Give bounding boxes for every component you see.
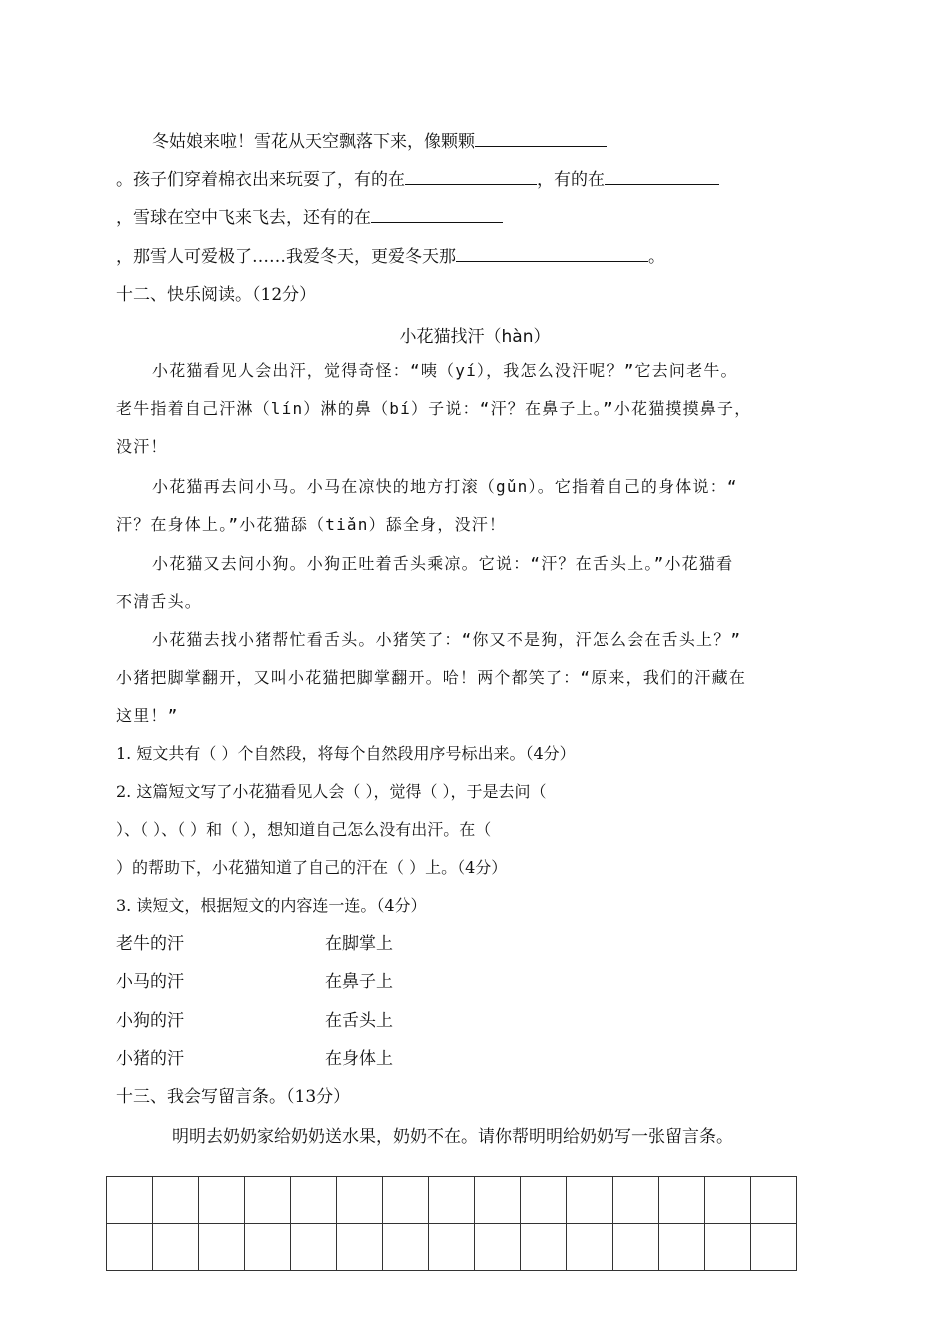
story-line: 不清舌头。 xyxy=(116,592,203,611)
fill-blank[interactable] xyxy=(475,128,607,147)
story-line: 小花猫又去问小狗。小狗正吐着舌头乘凉。它说：“汗？在舌头上。”小花猫看 xyxy=(152,554,734,573)
story-line: 小花猫看见人会出汗，觉得奇怪：“咦（yí），我怎么没汗呢？”它去问老牛。 xyxy=(152,361,738,380)
grid-cell[interactable] xyxy=(337,1224,383,1271)
grid-cell[interactable] xyxy=(567,1177,613,1224)
grid-cell[interactable] xyxy=(705,1177,751,1224)
match-right-item[interactable]: 在脚掌上 xyxy=(325,934,393,954)
match-left-item[interactable]: 小猪的汗 xyxy=(116,1049,184,1069)
para-line-3 xyxy=(116,204,503,229)
question-2-line-3[interactable]: ）的帮助下，小花猫知道了自己的汗在（ ）上。（4分） xyxy=(116,858,508,877)
question-2-line-2[interactable]: ）、（ ）、（ ）和（ ），想知道自己怎么没有出汗。在（ xyxy=(116,820,492,839)
para-text: 冬姑娘来啦！雪花从天空飘落下来，像颗颗 xyxy=(152,132,475,152)
para-text: 。 xyxy=(648,247,665,267)
grid-cell[interactable] xyxy=(567,1224,613,1271)
story-line: 汗？在身体上。”小花猫舔（tiǎn）舔全身，没汗！ xyxy=(116,515,507,534)
match-left-item[interactable]: 小马的汗 xyxy=(116,972,184,992)
writing-grid[interactable] xyxy=(106,1176,797,1271)
para-line-4 xyxy=(116,243,665,268)
match-right-item[interactable]: 在舌头上 xyxy=(325,1011,393,1031)
grid-cell[interactable] xyxy=(705,1224,751,1271)
story-line: 这里！” xyxy=(116,706,179,725)
story-line: 没汗！ xyxy=(116,437,168,456)
question-2-line-1[interactable]: 2. 这篇短文写了小花猫看见人会（ ），觉得（ ），于是去问（ xyxy=(116,782,547,801)
grid-cell[interactable] xyxy=(153,1224,199,1271)
grid-cell[interactable] xyxy=(245,1177,291,1224)
para-text: ，那雪人可爱极了……我爱冬天，更爱冬天那 xyxy=(116,247,456,267)
question-1[interactable]: 1. 短文共有（ ）个自然段，将每个自然段用序号标出来。（4分） xyxy=(116,744,576,763)
section-13-heading: 十三、我会写留言条。（13分） xyxy=(116,1087,351,1107)
grid-cell[interactable] xyxy=(521,1224,567,1271)
grid-cell[interactable] xyxy=(153,1177,199,1224)
grid-cell[interactable] xyxy=(291,1177,337,1224)
fill-blank[interactable] xyxy=(371,204,503,223)
grid-cell[interactable] xyxy=(659,1177,705,1224)
grid-cell[interactable] xyxy=(613,1177,659,1224)
story-line: 老牛指着自己汗淋（lín）淋的鼻（bí）子说：“汗？在鼻子上。”小花猫摸摸鼻子， xyxy=(116,399,752,418)
para-text: ，雪球在空中飞来飞去，还有的在 xyxy=(116,208,371,228)
match-right-item[interactable]: 在鼻子上 xyxy=(325,972,393,992)
match-left-item[interactable]: 小狗的汗 xyxy=(116,1011,184,1031)
para-text: ，有的在 xyxy=(537,170,605,190)
fill-blank[interactable] xyxy=(405,166,537,185)
grid-cell[interactable] xyxy=(521,1177,567,1224)
grid-cell[interactable] xyxy=(245,1224,291,1271)
story-line: 小花猫去找小猪帮忙看舌头。小猪笑了：“你又不是狗，汗怎么会在舌头上？” xyxy=(152,630,742,649)
fill-blank[interactable] xyxy=(456,243,648,262)
grid-row xyxy=(107,1224,797,1271)
grid-cell[interactable] xyxy=(107,1224,153,1271)
para-line-1 xyxy=(152,128,607,153)
grid-row xyxy=(107,1177,797,1224)
grid-cell[interactable] xyxy=(383,1224,429,1271)
grid-cell[interactable] xyxy=(475,1224,521,1271)
section-12-heading: 十二、快乐阅读。（12分） xyxy=(116,285,317,305)
grid-cell[interactable] xyxy=(107,1177,153,1224)
para-text: 。孩子们穿着棉衣出来玩耍了，有的在 xyxy=(116,170,405,190)
para-line-2 xyxy=(116,166,719,191)
match-right-item[interactable]: 在身体上 xyxy=(325,1049,393,1069)
grid-cell[interactable] xyxy=(429,1177,475,1224)
match-left-item[interactable]: 老牛的汗 xyxy=(116,934,184,954)
story-line: 小花猫再去问小马。小马在凉快的地方打滚（gǔn）。它指着自己的身体说：“ xyxy=(152,477,738,496)
grid-cell[interactable] xyxy=(291,1224,337,1271)
fill-blank[interactable] xyxy=(605,166,719,185)
grid-cell[interactable] xyxy=(383,1177,429,1224)
grid-cell[interactable] xyxy=(475,1177,521,1224)
grid-cell[interactable] xyxy=(199,1177,245,1224)
grid-cell[interactable] xyxy=(751,1177,797,1224)
section-13-prompt: 明明去奶奶家给奶奶送水果，奶奶不在。请你帮明明给奶奶写一张留言条。 xyxy=(172,1127,733,1147)
story-line: 小猪把脚掌翻开，又叫小花猫把脚掌翻开。哈！两个都笑了：“原来，我们的汗藏在 xyxy=(116,668,747,687)
grid-cell[interactable] xyxy=(659,1224,705,1271)
grid-cell[interactable] xyxy=(429,1224,475,1271)
question-3: 3. 读短文，根据短文的内容连一连。（4分） xyxy=(116,896,427,915)
grid-cell[interactable] xyxy=(751,1224,797,1271)
grid-cell[interactable] xyxy=(613,1224,659,1271)
grid-cell[interactable] xyxy=(199,1224,245,1271)
grid-cell[interactable] xyxy=(337,1177,383,1224)
story-title: 小花猫找汗（hàn） xyxy=(399,327,551,347)
